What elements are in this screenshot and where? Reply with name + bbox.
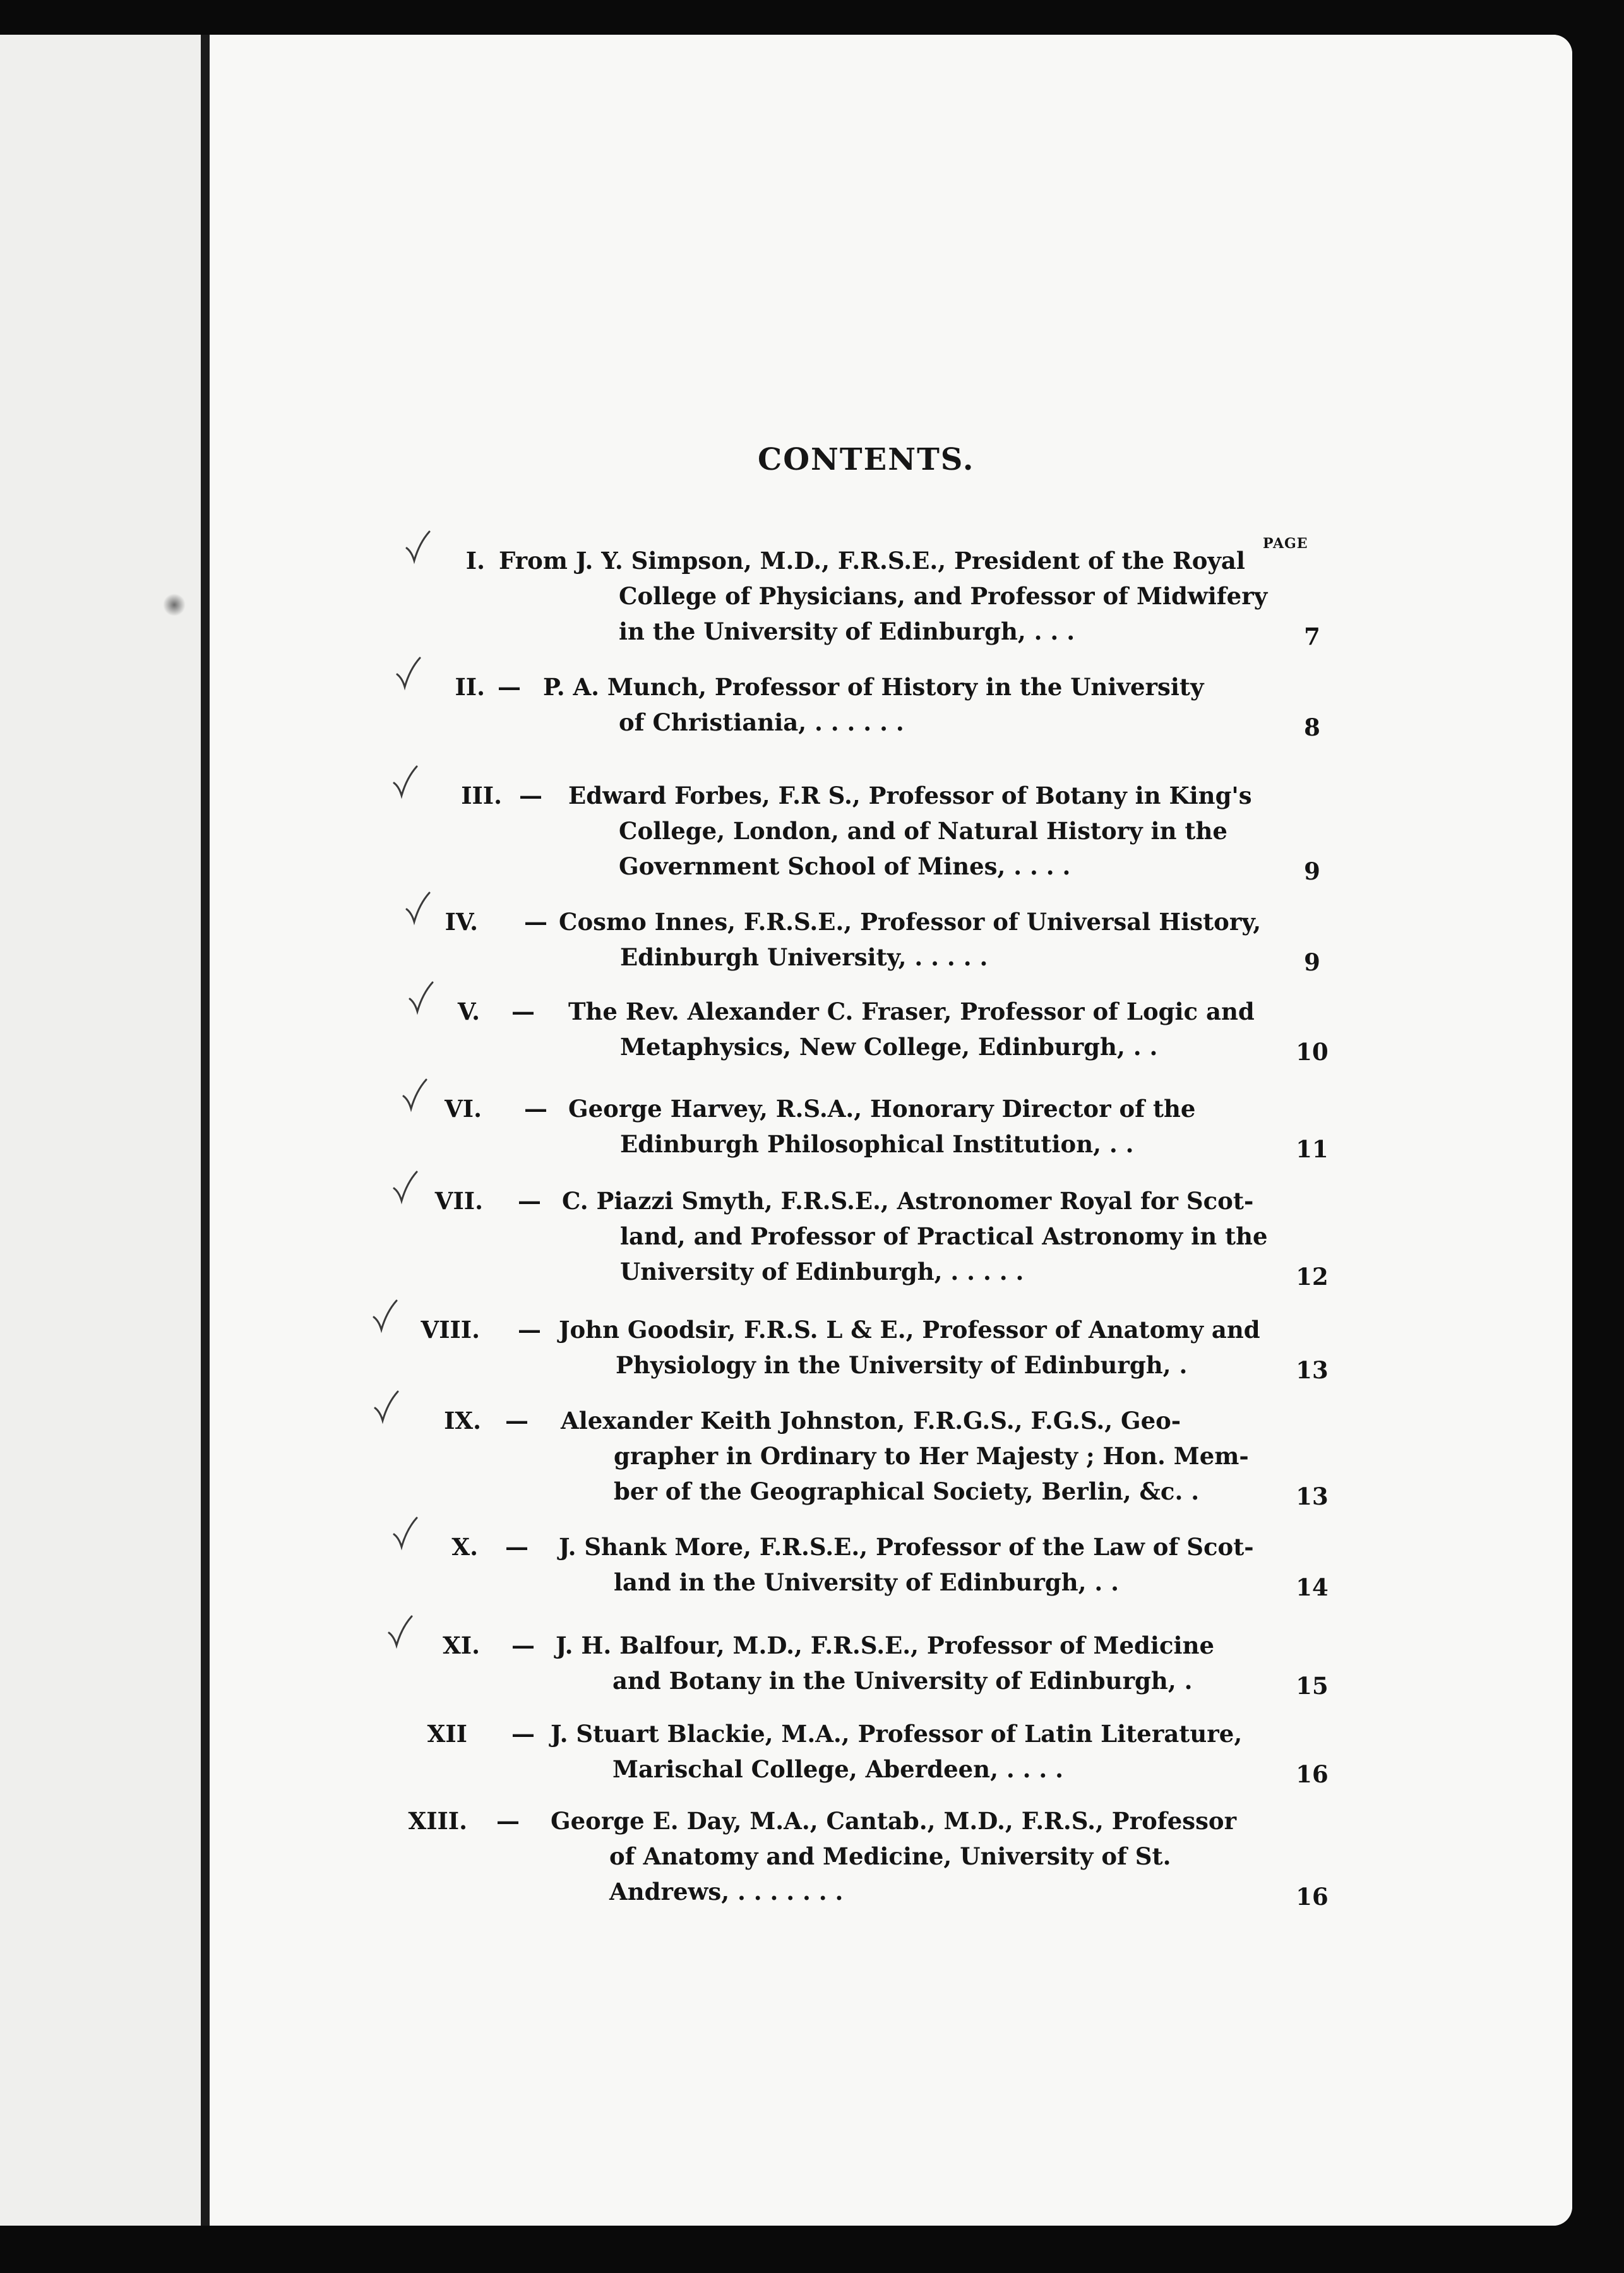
entry-numeral: XII (427, 1720, 467, 1748)
entry-dash: — (511, 1632, 535, 1659)
page-column-label: PAGE (1263, 535, 1308, 552)
entry-page-number: 15 (1296, 1672, 1328, 1700)
entry-text-line: College, London, and of Natural History in the (619, 817, 1227, 845)
pencil-check-mark-icon (373, 1389, 400, 1424)
entry-dash: — (511, 1720, 535, 1748)
entry-dash: — (505, 1533, 528, 1561)
entry-dash: — (511, 998, 535, 1025)
entry-dash: — (496, 1807, 520, 1835)
entry-page-number: 7 (1304, 623, 1320, 650)
entry-text-line: Marischal College, Aberdeen, . . . . (612, 1755, 1064, 1783)
entry-text-line: Cosmo Innes, F.R.S.E., Professor of Universal History, (559, 908, 1262, 936)
entry-numeral: II. (455, 673, 485, 701)
entry-page-number: 16 (1296, 1883, 1328, 1911)
entry-text-line: Andrews, . . . . . . . (609, 1878, 844, 1906)
entry-text-line: ber of the Geographical Society, Berlin, &c. . (614, 1477, 1200, 1505)
entry-page-number: 9 (1304, 857, 1320, 885)
entry-numeral: VII. (434, 1187, 483, 1215)
pencil-check-mark-icon (404, 529, 432, 564)
pencil-check-mark-icon (401, 1077, 429, 1113)
entry-text-line: Government School of Mines, . . . . (619, 852, 1071, 880)
entry-text-line: Edinburgh Philosophical Institution, . . (620, 1130, 1134, 1158)
entry-page-number: 10 (1296, 1038, 1328, 1066)
entry-text-line: in the University of Edinburgh, . . . (619, 617, 1075, 645)
entry-page-number: 13 (1296, 1356, 1328, 1384)
entry-text-line: Edward Forbes, F.R S., Professor of Botany in King's (568, 782, 1252, 809)
entry-numeral: XIII. (408, 1807, 467, 1835)
binding-fold (201, 35, 210, 2226)
entry-numeral: IX. (444, 1407, 481, 1435)
entry-text-line: land in the University of Edinburgh, . . (614, 1568, 1119, 1596)
entry-text-line: of Christiania, . . . . . . (619, 708, 904, 736)
entry-page-number: 11 (1296, 1135, 1328, 1163)
entry-page-number: 9 (1304, 948, 1320, 976)
entry-text-line: of Anatomy and Medicine, University of St. (609, 1842, 1171, 1870)
entry-text-line: Physiology in the University of Edinburgh, . (616, 1351, 1188, 1379)
entry-dash: — (524, 1095, 547, 1123)
pencil-check-mark-icon (391, 1515, 419, 1551)
entry-page-number: 14 (1296, 1573, 1328, 1601)
entry-dash: — (505, 1407, 528, 1435)
entry-dash: — (518, 1187, 541, 1215)
entry-text-line: George E. Day, M.A., Cantab., M.D., F.R.S., Professor (551, 1807, 1237, 1835)
entry-page-number: 8 (1304, 713, 1320, 741)
entry-numeral: IV. (445, 908, 478, 936)
entry-dash: — (498, 673, 521, 701)
entry-page-number: 13 (1296, 1483, 1328, 1510)
entry-text-line: Metaphysics, New College, Edinburgh, . . (620, 1033, 1158, 1061)
entry-text-line: John Goodsir, F.R.S. L & E., Professor of Anatomy and (559, 1316, 1260, 1344)
ink-smudge (163, 594, 186, 616)
entry-numeral: VIII. (421, 1316, 480, 1344)
pencil-check-mark-icon (371, 1298, 399, 1333)
entry-text-line: University of Edinburgh, . . . . . (620, 1258, 1024, 1286)
entry-text-line: J. Stuart Blackie, M.A., Professor of Latin Literature, (551, 1720, 1243, 1748)
entry-text-line: The Rev. Alexander C. Fraser, Professor of Logic and (568, 998, 1255, 1025)
entry-numeral: XI. (443, 1632, 480, 1659)
entry-dash: — (524, 908, 547, 936)
entry-text-line: Alexander Keith Johnston, F.R.G.S., F.G.S., Geo- (561, 1407, 1181, 1435)
entry-dash: — (518, 1316, 541, 1344)
entry-numeral: I. (465, 547, 485, 575)
entry-numeral: V. (457, 998, 480, 1025)
page-title: CONTENTS. (758, 442, 975, 477)
entry-text-line: J. H. Balfour, M.D., F.R.S.E., Professor of Medicine (556, 1632, 1215, 1659)
entry-text-line: Edinburgh University, . . . . . (620, 943, 988, 971)
pencil-check-mark-icon (391, 764, 419, 799)
entry-text-line: land, and Professor of Practical Astronomy in the (620, 1222, 1268, 1250)
previous-page-edge (0, 35, 201, 2226)
pencil-check-mark-icon (391, 1169, 419, 1205)
entry-numeral: X. (451, 1533, 478, 1561)
entry-text-line: College of Physicians, and Professor of Midwifery (619, 582, 1268, 610)
pencil-check-mark-icon (404, 890, 432, 926)
entry-text-line: and Botany in the University of Edinburgh, . (612, 1667, 1193, 1695)
entry-text-line: P. A. Munch, Professor of History in the University (543, 673, 1204, 701)
pencil-check-mark-icon (395, 655, 422, 691)
entry-text-line: George Harvey, R.S.A., Honorary Director of the (568, 1095, 1196, 1123)
entry-page-number: 16 (1296, 1760, 1328, 1788)
entry-dash: — (519, 782, 542, 809)
entry-text-line: J. Shank More, F.R.S.E., Professor of the Law of Scot- (559, 1533, 1254, 1561)
entry-text-line: grapher in Ordinary to Her Majesty ; Hon. Mem- (614, 1442, 1249, 1470)
entry-text-line: From J. Y. Simpson, M.D., F.R.S.E., President of the Royal (499, 547, 1245, 575)
entry-numeral: III. (461, 782, 502, 809)
pencil-check-mark-icon (386, 1614, 414, 1649)
entry-page-number: 12 (1296, 1263, 1328, 1291)
entry-text-line: C. Piazzi Smyth, F.R.S.E., Astronomer Royal for Scot- (562, 1187, 1254, 1215)
pencil-check-mark-icon (407, 980, 435, 1015)
entry-numeral: VI. (445, 1095, 482, 1123)
